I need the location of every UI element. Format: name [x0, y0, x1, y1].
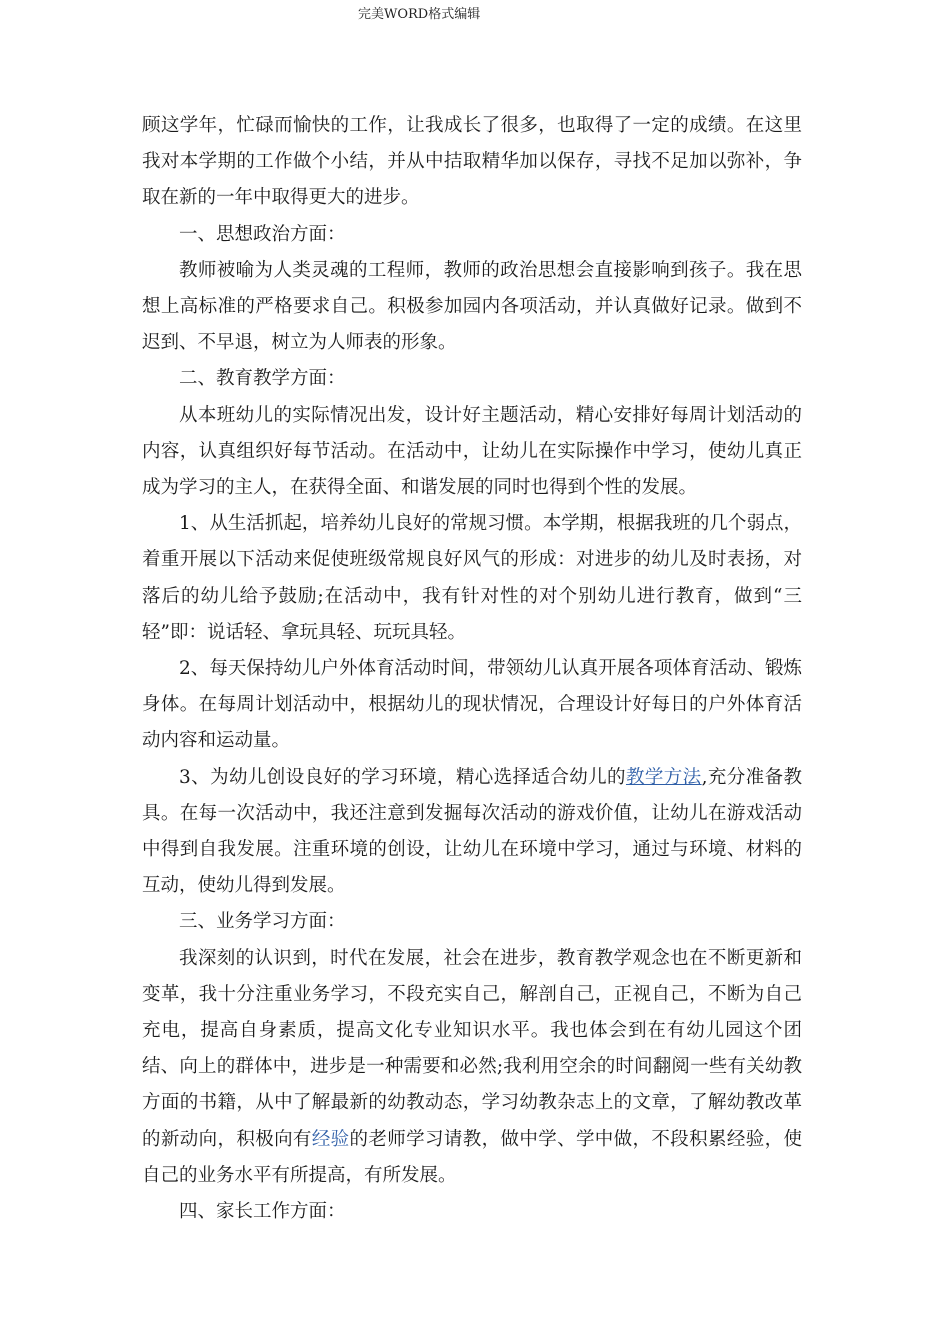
- page-header: 完美WORD格式编辑: [358, 7, 481, 22]
- section-heading-2: 二、教育教学方面：: [179, 368, 346, 390]
- paragraph-study-text-b: 的老师学习请教，做中学、学中做，不段积累经验，使自己的业务水平有所提高，有所发展。: [142, 1128, 802, 1186]
- paragraph-intro: 顾这学年，忙碌而愉快的工作，让我成长了很多，也取得了一定的成绩。在这里我对本学期的工作做个小结，并从中拮取精华加以保存，寻找不足加以弥补，争取在新的一年中取得更大的进步。: [142, 115, 802, 209]
- paragraph-study: [142, 941, 802, 1194]
- paragraph-item-3-text-a: 3、为幼儿创设良好的学习环境，精心选择适合幼儿的: [179, 766, 626, 788]
- section-heading-1: 一、思想政治方面：: [179, 223, 346, 245]
- paragraph-item-3: [142, 760, 802, 905]
- section-heading-3: 三、业务学习方面：: [179, 911, 346, 933]
- paragraph-item-1: 1、从生活抓起，培养幼儿良好的常规习惯。本学期，根据我班的几个弱点，着重开展以下活动来促使班级常规良好风气的形成：对进步的幼儿及时表扬，对落后的幼儿给予鼓励;在活动中，我有针对性的对个别幼儿进行教育，做到“三轻”即：说话轻、拿玩具轻、玩玩具轻。: [142, 513, 802, 643]
- teaching-method-link[interactable]: 教学方法: [625, 766, 702, 788]
- document-body: [142, 108, 802, 1230]
- section-heading-4: 四、家长工作方面：: [179, 1201, 346, 1223]
- paragraph-item-2: 2、每天保持幼儿户外体育活动时间，带领幼儿认真开展各项体育活动、锻炼身体。在每周计划活动中，根据幼儿的现状情况，合理设计好每日的户外体育活动内容和运动量。: [142, 658, 802, 752]
- paragraph-politics: 教师被喻为人类灵魂的工程师，教师的政治思想会直接影响到孩子。我在思想上高标准的严格要求自己。积极参加园内各项活动，并认真做好记录。做到不迟到、不早退，树立为人师表的形象。: [142, 259, 802, 354]
- paragraph-item-3-text-b: ,充分准备教具。在每一次活动中，我还注意到发掘每次活动的游戏价值，让幼儿在游戏活动中得到自我发展。注重环境的创设，让幼儿在环境中学习，通过与环境、材料的互动，使幼儿得到发展。: [142, 766, 802, 897]
- experience-link[interactable]: 经验: [311, 1128, 350, 1150]
- paragraph-study-text-a: 我深刻的认识到，时代在发展，社会在进步，教育教学观念也在不断更新和变革，我十分注重业务学习，不段充实自己，解剖自己，正视自己，不断为自己充电，提高自身素质，提高文化专业知识水平。我也体会到在有幼儿园这个团结、向上的群体中，进步是一种需要和必然;我利用空余的时间翻阅一些有关幼教方面的书籍，从中了解最新的幼教动态，学习幼教杂志上的文章，了解幼教改革的新动向，积极向有: [142, 947, 802, 1150]
- paragraph-teaching: 从本班幼儿的实际情况出发，设计好主题活动，精心安排好每周计划活动的内容，认真组织好每节活动。在活动中，让幼儿在实际操作中学习，使幼儿真正成为学习的主人，在获得全面、和谐发展的同时也得到个性的发展。: [142, 404, 802, 499]
